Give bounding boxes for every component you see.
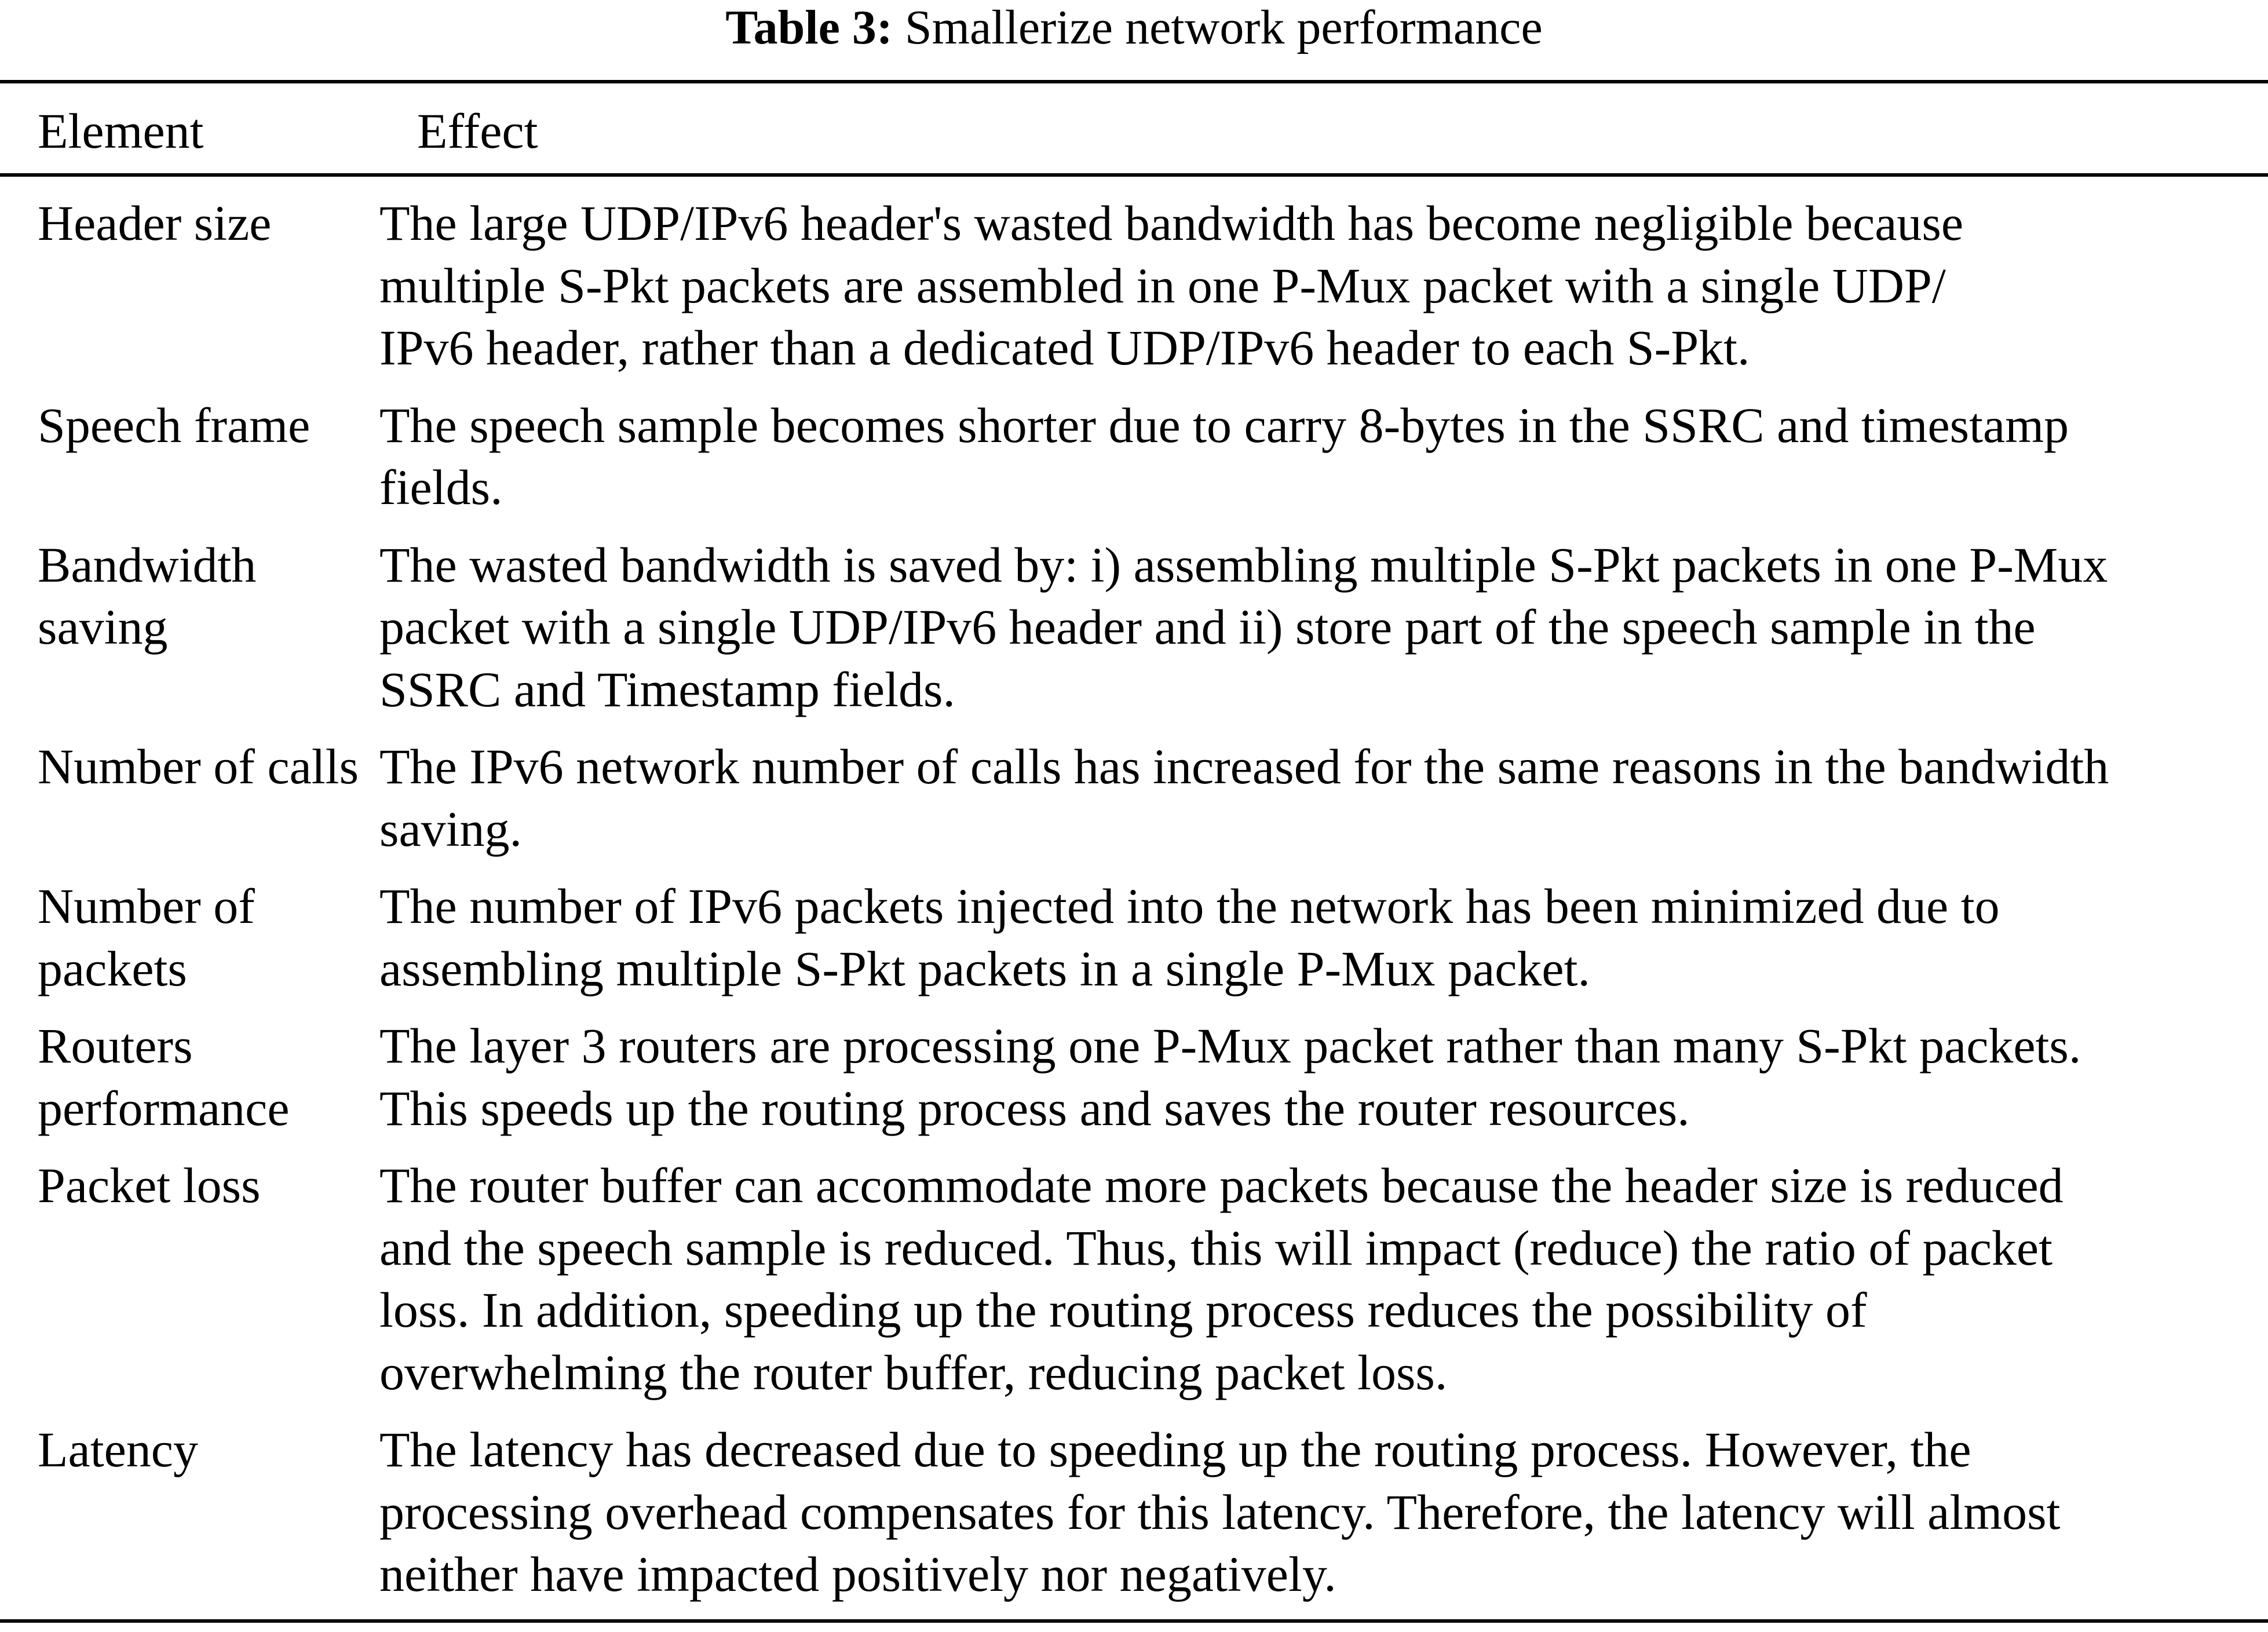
cell-element [0,1015,379,1140]
cell-element-line: performance [38,1080,290,1136]
cell-effect [379,1419,2230,1606]
table-caption-label: Table 3: [725,1,893,54]
cell-element [0,736,379,860]
table-body [0,192,2268,1606]
cell-effect [379,875,2230,1000]
cell-element-line: saving [38,599,168,655]
cell-element-line: packets [38,940,187,996]
column-header-effect: Effect [417,103,538,159]
cell-effect-line: The layer 3 routers are processing one P-Mux packet rather than many S-Pkt packets. [379,1018,2081,1074]
header-rule [0,173,2268,177]
table-row [0,1419,2268,1606]
cell-element [0,534,379,721]
cell-element-line: Bandwidth [38,536,257,593]
table-row [0,736,2268,860]
table-caption-title: Smallerize network performance [904,1,1543,54]
cell-effect-line: IPv6 header, rather than a dedicated UDP/IPv6 header to each S-Pkt. [379,320,1750,375]
cell-element-line: Number of calls [38,739,359,794]
cell-effect-line: and the speech sample is reduced. Thus, this will impact (reduce) the ratio of packet [379,1220,2052,1276]
cell-effect [379,1155,2230,1404]
cell-element [0,1155,379,1404]
cell-effect-line: loss. In addition, speeding up the routing process reduces the possibility of [379,1282,1867,1338]
cell-element [0,875,379,1000]
column-header-element: Element [38,103,204,159]
cell-element-line: Latency [38,1422,198,1477]
cell-effect [379,192,2230,379]
cell-effect [379,736,2230,860]
bottom-rule [0,1619,2268,1623]
top-rule [0,80,2268,83]
cell-element-line: Speech frame [38,397,311,453]
table-caption [0,1,2268,54]
cell-effect-line: neither have impacted positively nor negatively. [379,1546,1336,1602]
cell-effect-line: The wasted bandwidth is saved by: i) assembling multiple S-Pkt packets in one P-Mux [379,536,2108,593]
cell-effect-line: The speech sample becomes shorter due to carry 8-bytes in the SSRC and timestamp [379,397,2069,453]
cell-element-line: Header size [38,195,272,251]
cell-effect [379,395,2230,519]
cell-element [0,1419,379,1606]
cell-element-line: Number of [38,878,255,934]
cell-effect-line: fields. [379,459,503,515]
table-row [0,192,2268,379]
cell-effect [379,1015,2230,1140]
cell-effect-line: This speeds up the routing process and saves the router resources. [379,1080,1690,1136]
table-row [0,534,2268,721]
cell-element-line: Packet loss [38,1158,261,1213]
cell-effect-line: The number of IPv6 packets injected into the network has been minimized due to [379,878,2000,934]
cell-element-line: Routers [38,1018,193,1074]
cell-element [0,395,379,519]
cell-effect-line: processing overhead compensates for this latency. Therefore, the latency will almost [379,1484,2061,1540]
cell-effect-line: The router buffer can accommodate more packets because the header size is reduced [379,1158,2064,1213]
cell-effect-line: saving. [379,801,523,857]
table-row [0,395,2268,519]
cell-effect-line: packet with a single UDP/IPv6 header and ii) store part of the speech sample in the [379,599,2036,655]
cell-effect-line: The large UDP/IPv6 header's wasted bandwidth has become negligible because [379,195,1964,251]
cell-effect-line: assembling multiple S-Pkt packets in a single P-Mux packet. [379,940,1590,996]
cell-effect-line: The IPv6 network number of calls has increased for the same reasons in the bandwidth [379,739,2109,794]
cell-effect-line: overwhelming the router buffer, reducing packet loss. [379,1344,1448,1400]
cell-effect-line: SSRC and Timestamp fields. [379,661,955,717]
cell-effect-line: The latency has decreased due to speeding up the routing process. However, the [379,1422,1971,1477]
cell-element [0,192,379,379]
cell-effect [379,534,2230,721]
table-row [0,875,2268,1000]
table-row [0,1015,2268,1140]
cell-effect-line: multiple S-Pkt packets are assembled in one P-Mux packet with a single UDP/ [379,257,1946,313]
table-row [0,1155,2268,1404]
table-header-row [0,100,2268,163]
